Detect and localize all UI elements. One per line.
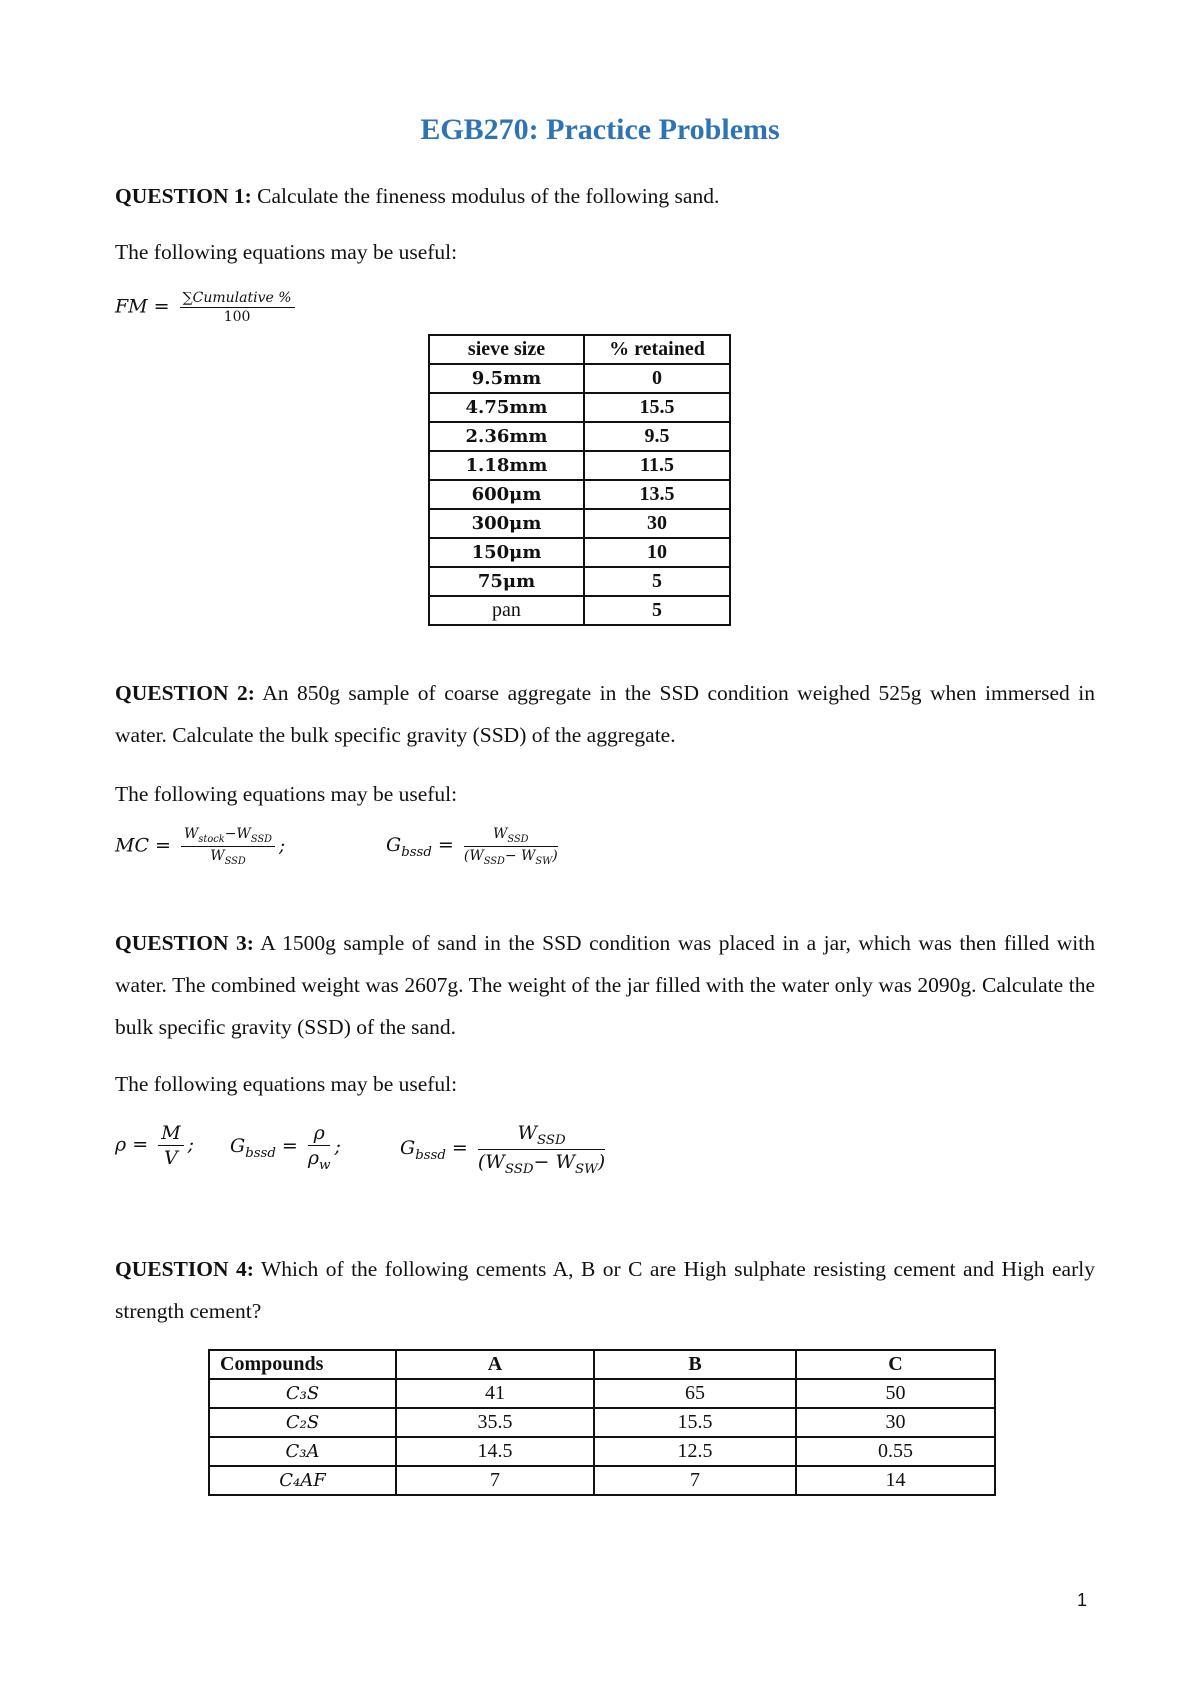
cement-value-cell: 35.5 [396,1408,594,1437]
header-sieve-size: sieve size [429,335,584,364]
sieve-size-cell: 150μm [429,538,584,567]
q2-label: QUESTION 2: [115,681,255,705]
table-row [429,567,730,596]
header-a: A [396,1350,594,1379]
q1-label: QUESTION 1: [115,184,252,208]
compound-cell: C₂S [209,1408,396,1437]
g1-separator: ; [334,1135,341,1158]
retained-cell: 10 [584,538,730,567]
q4-label: QUESTION 4: [115,1257,254,1281]
q1-text: Calculate the fineness modulus of the following sand. [251,184,720,208]
sieve-table [428,334,731,626]
q2-eq-intro: The following equations may be useful: [115,782,458,806]
table-row [209,1379,995,1408]
table-row [429,480,730,509]
sieve-size-cell: pan [429,596,584,625]
page-title: EGB270: Practice Problems [420,113,780,146]
sieve-size-cell: 75μm [429,567,584,596]
q3-rho-equation [115,1122,194,1169]
sieve-size-cell: 2.36mm [429,422,584,451]
table-row [429,422,730,451]
sieve-size-cell: 1.18mm [429,451,584,480]
table-row [209,1408,995,1437]
g-denominator: $(W_{SSD}- W_{SW})$ [463,847,558,867]
table-row [429,451,730,480]
rho-separator: ; [187,1133,195,1156]
q3-g2-equation [400,1122,609,1177]
g2-fraction [478,1122,605,1177]
retained-cell: 0 [584,364,730,393]
table-row [429,538,730,567]
sieve-size-cell: 4.75mm [429,393,584,422]
table-row [429,393,730,422]
g-numerator: $W_{SSD}$ [464,826,558,847]
sieve-size-cell: 9.5mm [429,364,584,393]
q3-label: QUESTION 3: [115,931,254,955]
q3-question [115,922,1095,1048]
header-b: B [594,1350,796,1379]
header-compounds: Compounds [209,1350,396,1379]
q3-g1-equation [230,1122,341,1173]
mc-denominator: $W_{SSD}$ [210,847,246,867]
g1-fraction [308,1122,331,1173]
q3-eq-intro: The following equations may be useful: [115,1072,458,1096]
mc-numerator: $W_{stock}-W_{SSD}$ [181,826,275,847]
g1-numerator: ρ [308,1122,331,1146]
cement-value-cell: 7 [396,1466,594,1495]
rho-numerator: M [158,1122,183,1146]
mc-fraction [181,826,275,867]
table-header-row [209,1350,995,1379]
cement-value-cell: 41 [396,1379,594,1408]
cement-value-cell: 30 [796,1408,995,1437]
table-header-row [429,335,730,364]
fm-fraction [180,290,295,325]
g2-lhs: $G_{bssd}$ = [400,1137,468,1164]
rho-lhs: ρ = [115,1133,149,1156]
q1-eq-intro: The following equations may be useful: [115,240,458,264]
table-row [209,1437,995,1466]
mc-lhs: MC = [115,834,171,857]
g2-denominator: $(W_{SSD}- W_{SW})$ [477,1150,606,1177]
cement-value-cell: 0.55 [796,1437,995,1466]
header-percent-retained: % retained [584,335,730,364]
cement-value-cell: 12.5 [594,1437,796,1466]
sieve-size-cell: 600μm [429,480,584,509]
table-row [429,509,730,538]
q2-text: An 850g sample of coarse aggregate in the SSD condition weighed 525g when immersed in water. Calculate the bulk specific gravity (SSD) of the aggregate. [115,681,1095,747]
cement-value-cell: 14.5 [396,1437,594,1466]
header-c: C [796,1350,995,1379]
cement-table [208,1349,996,1496]
cement-value-cell: 50 [796,1379,995,1408]
q4-question [115,1248,1095,1332]
retained-cell: 15.5 [584,393,730,422]
retained-cell: 5 [584,596,730,625]
rho-denominator: V [164,1147,178,1169]
g-lhs: $G_{bssd}$ = [386,834,454,861]
compound-cell: C₃S [209,1379,396,1408]
fm-numerator: ∑Cumulative % [180,290,295,308]
fm-lhs: FM = [115,295,170,318]
compound-cell: C₃A [209,1437,396,1466]
q2-g-equation [386,826,562,867]
retained-cell: 5 [584,567,730,596]
g1-denominator: $\rho_w$ [307,1147,331,1173]
rho-fraction [158,1122,183,1169]
q1-fm-equation [115,290,299,325]
q2-question [115,672,1095,756]
retained-cell: 11.5 [584,451,730,480]
cement-value-cell: 14 [796,1466,995,1495]
g2-numerator: $W_{SSD}$ [478,1122,605,1150]
q3-text: A 1500g sample of sand in the SSD condition was placed in a jar, which was then filled with water. The combined weight was 2607g. The weight of the jar filled with the water only was 2090g. Calculate the bulk specific gravity (SSD) of the sand. [115,931,1095,1039]
cement-value-cell: 7 [594,1466,796,1495]
mc-separator: ; [278,834,286,857]
cement-value-cell: 15.5 [594,1408,796,1437]
table-row [209,1466,995,1495]
table-row [429,596,730,625]
retained-cell: 13.5 [584,480,730,509]
g1-lhs: $G_{bssd}$ = [230,1135,298,1162]
retained-cell: 30 [584,509,730,538]
q2-mc-equation [115,826,285,867]
compound-cell: C₄AF [209,1466,396,1495]
g-fraction [464,826,558,867]
retained-cell: 9.5 [584,422,730,451]
sieve-size-cell: 300μm [429,509,584,538]
cement-value-cell: 65 [594,1379,796,1408]
fm-denominator: 100 [223,309,251,325]
q1-question [115,184,719,209]
table-row [429,364,730,393]
page-number: 1 [1077,1590,1088,1610]
q4-text: Which of the following cements A, B or C are High sulphate resisting cement and High early strength cement? [115,1257,1095,1323]
